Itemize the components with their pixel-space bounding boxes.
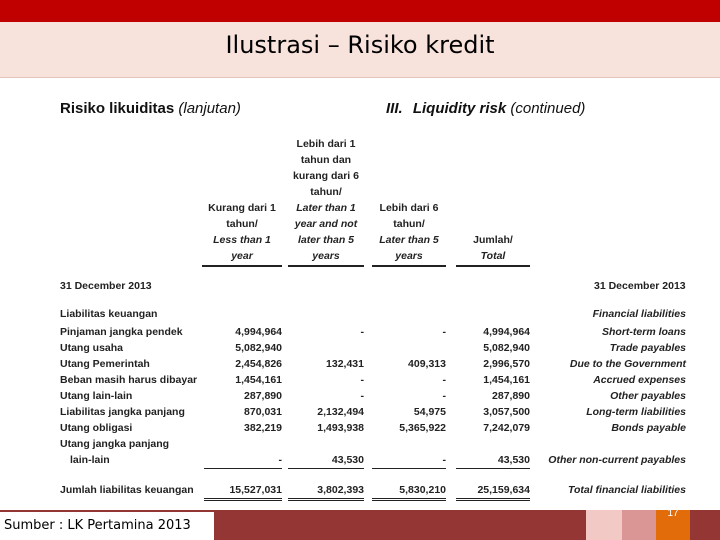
section-row: [52, 306, 692, 322]
column-header-1-to-5-years: [288, 136, 364, 267]
cell-total: 287,890: [492, 390, 530, 402]
cell-less-than-1-year: 870,031: [244, 406, 282, 418]
cell-total: 7,242,079: [483, 422, 530, 434]
cell-total: 2,996,570: [483, 358, 530, 370]
column-header-en: Total: [480, 250, 506, 262]
table-row: [52, 404, 692, 420]
row-label-id: Utang jangka panjang: [60, 438, 170, 450]
cell-total: 4,994,964: [483, 326, 530, 338]
cell-less-than-1-year: 2,454,826: [235, 358, 282, 370]
column-header-later-than-5-years: [372, 200, 446, 267]
table-row: [52, 340, 692, 356]
table-row-total: [52, 482, 692, 498]
total-double-rule: [372, 498, 446, 501]
cell-total: 3,057,500: [483, 406, 530, 418]
cell-later-than-5-years: 54,975: [413, 406, 446, 418]
footer-block: [586, 510, 622, 540]
footer-block: [622, 510, 656, 540]
heading-roman-numeral: III.: [386, 100, 403, 117]
subtotal-rule: [456, 468, 530, 469]
subtotal-rule: [288, 468, 364, 469]
cell-later-than-5-years: -: [442, 374, 446, 386]
heading-english: [386, 100, 585, 117]
cell-total: 1,454,161: [483, 374, 530, 386]
cell-later-than-5-years: -: [442, 390, 446, 402]
cell-1-to-5-years: -: [360, 326, 364, 338]
cell-less-than-1-year: 287,890: [244, 390, 282, 402]
heading-id-sub: (lanjutan): [178, 100, 241, 117]
footer-block: [690, 510, 720, 540]
subtotal-rule: [204, 468, 282, 469]
row-label-en: Long-term liabilities: [586, 406, 686, 418]
row-label-id: Utang Pemerintah: [60, 358, 150, 370]
table-row-other-label: [52, 436, 692, 452]
cell-less-than-1-year: 1,454,161: [235, 374, 282, 386]
column-header-id: Lebih dari 1 tahun dan kurang dari 6 tahun/: [293, 138, 359, 198]
row-label-id: Jumlah liabilitas keuangan: [60, 484, 194, 496]
cell-later-than-5-years: 5,365,922: [399, 422, 446, 434]
row-label-id: Utang lain-lain: [60, 390, 133, 402]
row-label-en: Total financial liabilities: [567, 484, 686, 496]
cell-1-to-5-years: 43,530: [331, 454, 364, 466]
column-header-id: Lebih dari 6 tahun/: [379, 202, 439, 230]
row-label-id: Pinjaman jangka pendek: [60, 326, 183, 338]
table-row: [52, 420, 692, 436]
date-label-right: 31 December 2013: [594, 280, 686, 292]
row-label-id: Utang obligasi: [60, 422, 133, 434]
column-header-total: [456, 232, 530, 267]
row-label-en: Trade payables: [609, 342, 686, 354]
total-double-rule: [288, 498, 364, 501]
section-label-en: Financial liabilities: [592, 308, 686, 320]
column-header-id: Jumlah/: [473, 234, 513, 246]
column-header-id: Kurang dari 1 tahun/: [208, 202, 276, 230]
cell-later-than-5-years: -: [442, 326, 446, 338]
cell-1-to-5-years: -: [360, 390, 364, 402]
heading-id-text: Risiko likuiditas: [60, 100, 175, 117]
cell-total: 5,082,940: [483, 342, 530, 354]
row-label-en: Due to the Government: [569, 358, 686, 370]
title-bar: [0, 22, 720, 78]
subtotal-rule: [372, 468, 446, 469]
cell-less-than-1-year: -: [278, 454, 282, 466]
section-label-id: Liabilitas keuangan: [60, 308, 158, 320]
cell-less-than-1-year: 4,994,964: [235, 326, 282, 338]
cell-total: 43,530: [497, 454, 530, 466]
total-double-rule: [204, 498, 282, 501]
cell-later-than-5-years: 409,313: [408, 358, 446, 370]
cell-total: 25,159,634: [477, 484, 530, 496]
row-label-en: Other non-current payables: [548, 454, 686, 466]
cell-less-than-1-year: 382,219: [244, 422, 282, 434]
cell-1-to-5-years: 3,802,393: [317, 484, 364, 496]
row-label-id: lain-lain: [70, 454, 110, 466]
heading-indonesian: [60, 100, 241, 117]
cell-1-to-5-years: 1,493,938: [317, 422, 364, 434]
table-row: [52, 388, 692, 404]
row-label-en: Short-term loans: [601, 326, 686, 338]
top-accent-bar: [0, 0, 720, 22]
date-label-left: 31 December 2013: [60, 280, 152, 292]
column-header-en: Later than 5 years: [379, 234, 439, 262]
table-row: [52, 324, 692, 340]
financial-table-image: [52, 92, 700, 502]
row-label-en: Bonds payable: [611, 422, 686, 434]
cell-1-to-5-years: 132,431: [326, 358, 364, 370]
source-caption: Sumber : LK Pertamina 2013: [0, 512, 214, 540]
page-number: 17: [667, 508, 679, 519]
row-label-en: Accrued expenses: [593, 374, 686, 386]
column-header-en: Less than 1 year: [213, 234, 271, 262]
heading-en-text: Liquidity risk: [412, 100, 507, 117]
cell-later-than-5-years: 5,830,210: [399, 484, 446, 496]
heading-en-sub: (continued): [510, 100, 586, 117]
cell-less-than-1-year: 5,082,940: [235, 342, 282, 354]
cell-less-than-1-year: 15,527,031: [229, 484, 282, 496]
row-label-id: Liabilitas jangka panjang: [60, 406, 185, 418]
total-double-rule: [456, 498, 530, 501]
cell-1-to-5-years: -: [360, 374, 364, 386]
column-header-less-than-1-year: [202, 200, 282, 267]
row-label-id: Beban masih harus dibayar: [60, 374, 198, 386]
table-row: [52, 452, 692, 468]
table-row: [52, 356, 692, 372]
column-header-en: Later than 1 year and not later than 5 years: [294, 202, 358, 262]
slide-title: Ilustrasi – Risiko kredit: [225, 31, 495, 59]
table-row: [52, 372, 692, 388]
row-label-id: Utang usaha: [60, 342, 124, 354]
cell-later-than-5-years: -: [442, 454, 446, 466]
cell-1-to-5-years: 2,132,494: [317, 406, 364, 418]
row-label-en: Other payables: [610, 390, 686, 402]
